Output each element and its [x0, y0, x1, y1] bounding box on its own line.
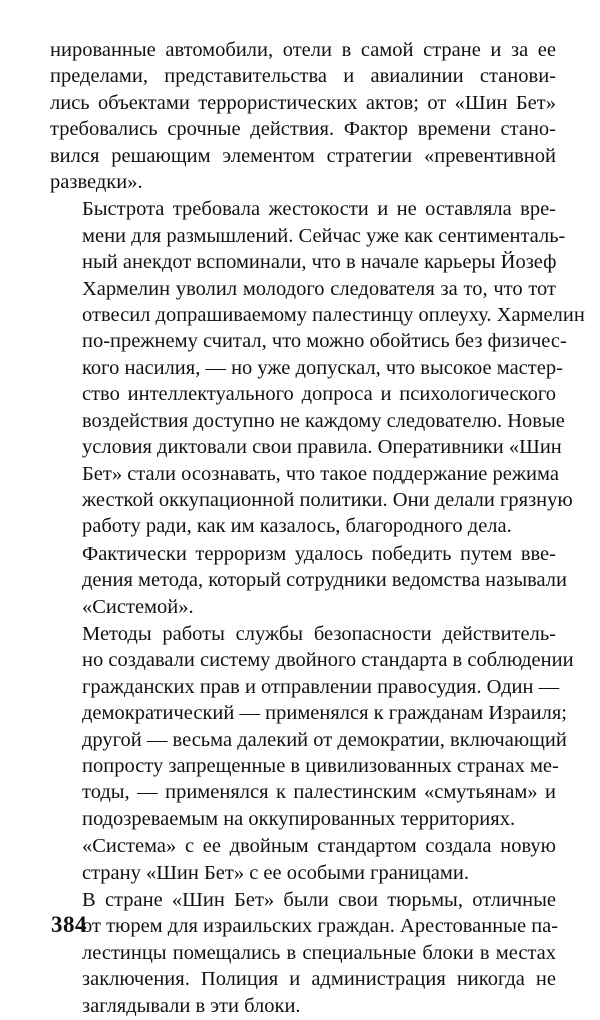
- paragraph: [50, 621, 574, 832]
- text-line: разведки».: [50, 171, 143, 194]
- text-line: требовались срочные действия. Фактор времени стано-: [50, 118, 556, 141]
- text-line: тоды, — применялся к палестинским «смутьянам» и: [82, 781, 556, 804]
- text-line: подозреваемым на оккупированных территориях.: [82, 807, 516, 830]
- paragraph: [50, 196, 585, 539]
- paragraph: [50, 887, 559, 1019]
- text-line: «Системой».: [82, 595, 194, 618]
- text-line: ный анекдот вспоминали, что в начале карьеры Йозеф: [82, 251, 557, 274]
- text-line: но создавали систему двойного стандарта в соблюдении: [82, 649, 574, 672]
- text-line: дения метода, который сотрудники ведомства называли: [82, 569, 568, 592]
- paragraph: [50, 37, 556, 195]
- text-line: Хармелин уволил молодого следователя за то, что тот: [82, 277, 556, 300]
- book-page-text: [50, 37, 585, 1020]
- text-line: мени для размышлений. Сейчас уже как сентименталь-: [82, 224, 566, 247]
- text-line: другой — весьма далекий от демократии, включающий: [82, 728, 567, 751]
- text-line: кого насилия, — но уже допускал, что высокое мастер-: [82, 356, 563, 379]
- text-line: воздействия доступно не каждому следователю. Новые: [82, 409, 565, 432]
- page-number: 384: [51, 912, 87, 937]
- text-line: лестинцы помещались в специальные блоки в местах: [82, 941, 556, 964]
- paragraph: [50, 833, 556, 886]
- text-line: заключения. Полиция и администрация никогда не: [82, 968, 556, 991]
- text-line: работу ради, как им казалось, благородного дела.: [82, 515, 512, 538]
- text-line: вился решающим элементом стратегии «превентивной: [50, 144, 556, 167]
- text-line: отвесил допрашиваемому палестинцу оплеуху. Хармелин: [82, 304, 585, 327]
- text-line: лись объектами террористических актов; от «Шин Бет»: [50, 91, 556, 114]
- text-line: заглядывали в эти блоки.: [82, 994, 301, 1017]
- paragraph: [50, 541, 568, 620]
- text-line: пределами, представительства и авиалинии станови-: [50, 65, 556, 88]
- text-line: Быстрота требовала жестокости и не оставляла вре-: [82, 198, 556, 221]
- text-line: жесткой оккупационной политики. Они делали грязную: [82, 488, 573, 511]
- text-line: по-прежнему считал, что можно обойтись без физичес-: [82, 330, 567, 353]
- text-line: нированные автомобили, отели в самой стране и за ее: [50, 39, 556, 61]
- text-line: условия диктовали свои правила. Оперативники «Шин: [82, 436, 562, 459]
- text-line: Фактически терроризм удалось победить путем вве-: [82, 542, 556, 565]
- text-line: ство интеллектуального допроса и психологического: [82, 383, 556, 406]
- text-line: попросту запрещенные в цивилизованных странах ме-: [82, 754, 559, 777]
- text-line: Методы работы службы безопасности действитель-: [82, 622, 556, 645]
- text-line: от тюрем для израильских граждан. Арестованные па-: [82, 915, 559, 938]
- text-line: гражданских прав и отправлении правосудия. Один —: [82, 675, 560, 698]
- text-line: страну «Шин Бет» с ее особыми границами.: [82, 861, 469, 884]
- text-line: В стране «Шин Бет» были свои тюрьмы, отличные: [82, 889, 556, 911]
- text-line: демократический — применялся к гражданам Израиля;: [82, 702, 567, 725]
- text-line: Бет» стали осознавать, что такое поддержание режима: [82, 462, 559, 485]
- text-line: «Система» с ее двойным стандартом создала новую: [82, 835, 556, 858]
